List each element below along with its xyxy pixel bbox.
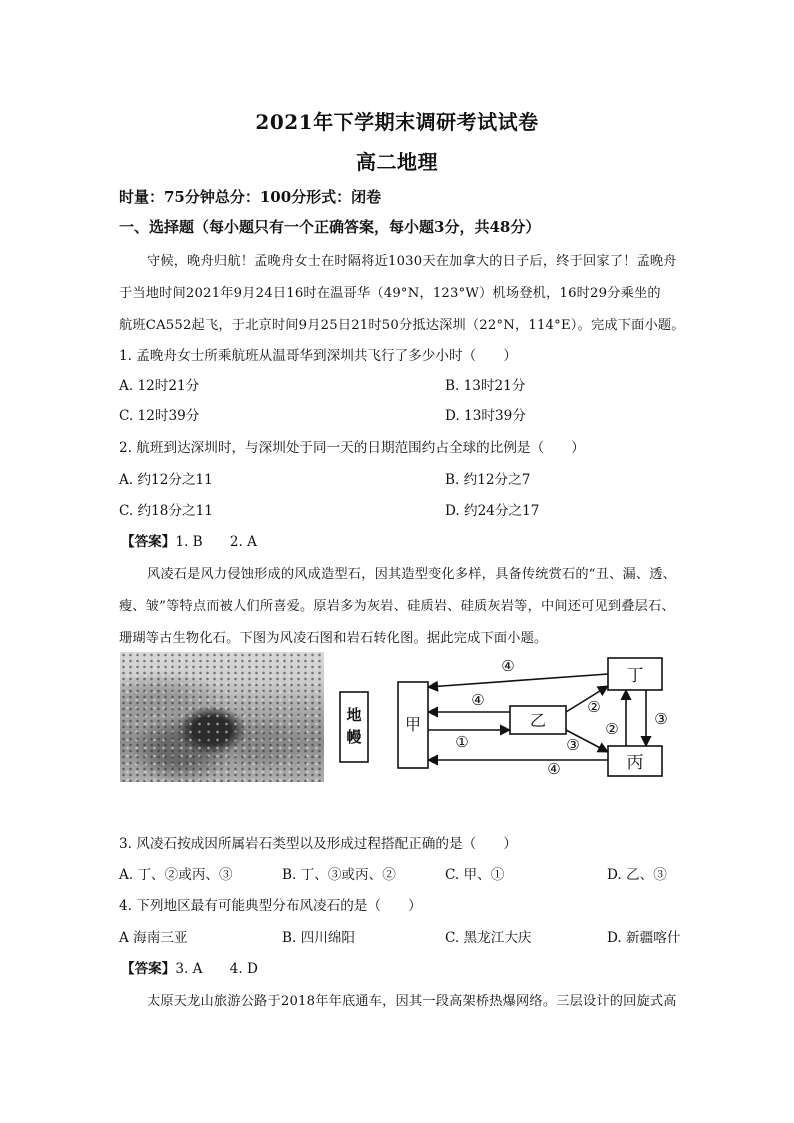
- q1-option-a: A. 12时21分: [119, 378, 200, 394]
- num-4-mid: ④: [471, 691, 485, 709]
- num-3-right: ③: [654, 710, 668, 728]
- question-4: 4. 下列地区最有可能典型分布风凌石的是（ ）: [119, 898, 422, 914]
- q2-option-d: D. 约24分之17: [445, 503, 540, 519]
- q3-option-c: C. 甲、①: [445, 867, 505, 883]
- question-2: 2. 航班到达深圳时，与深圳处于同一天的日期范围约占全球的比例是（ ）: [119, 440, 585, 456]
- q4-option-b: B. 四川绵阳: [282, 930, 356, 946]
- num-2-right: ②: [605, 720, 619, 738]
- num-1: ①: [455, 733, 469, 751]
- q1-option-d: D. 13时39分: [445, 408, 526, 424]
- mantle-box: [340, 692, 368, 762]
- answer-block-1: [121, 530, 257, 550]
- label-mantle-2: 幔: [346, 728, 362, 746]
- passage1-line1: 守候，晚舟归航！孟晚舟女士在时隔将近1030天在加拿大的日子后，终于回家了！孟晚舟: [147, 254, 677, 269]
- label-bing: 丙: [626, 753, 644, 773]
- answer-block-2: [121, 957, 258, 977]
- answer-text: 3. A 4. D: [175, 961, 258, 977]
- label-yi: 乙: [529, 711, 547, 730]
- q4-option-d: D. 新疆喀什: [607, 930, 681, 946]
- exam-meta: 时量：75分钟总分：100分形式：闭卷: [119, 188, 382, 206]
- label-jia: 甲: [404, 715, 422, 734]
- q1-option-b: B. 13时21分: [445, 378, 526, 394]
- num-3-left: ③: [566, 736, 580, 754]
- exam-subject: 高二地理: [356, 150, 438, 174]
- q1-option-c: C. 12时39分: [119, 408, 200, 424]
- wind-eroded-stone-photo: [120, 652, 324, 782]
- q3-option-a: A. 丁、②或丙、③: [119, 867, 233, 883]
- question-3: 3. 风凌石按成因所属岩石类型以及形成过程搭配正确的是（ ）: [119, 836, 517, 852]
- num-4-top: ④: [501, 657, 515, 675]
- section-heading: 一、选择题（每小题只有一个正确答案，每小题3分，共48分）: [119, 218, 541, 236]
- passage2-line1: 风凌石是风力侵蚀形成的风成造型石，因其造型变化多样，具备传统赏石的“丑、漏、透、: [147, 567, 677, 582]
- num-2-left: ②: [587, 698, 601, 716]
- passage2-line3: 珊瑚等古生物化石。下图为风凌石图和岩石转化图。据此完成下面小题。: [119, 631, 548, 646]
- q2-option-b: B. 约12分之7: [445, 472, 531, 488]
- answer-text: 1. B 2. A: [175, 534, 257, 550]
- num-4-bottom: ④: [547, 760, 561, 778]
- q2-option-c: C. 约18分之11: [119, 503, 213, 519]
- arrow-ding-to-jia: [428, 674, 608, 687]
- q4-option-a: A 海南三亚: [119, 930, 188, 946]
- label-ding: 丁: [626, 666, 644, 686]
- answer-label: 【答案】: [121, 534, 176, 550]
- exam-title: 2021年下学期末调研考试试卷: [255, 110, 539, 134]
- q4-option-c: C. 黑龙江大庆: [445, 930, 532, 946]
- label-mantle-1: 地: [346, 706, 362, 724]
- q3-option-d: D. 乙、③: [607, 867, 667, 883]
- passage2-line2: 瘦、皱”等特点而被人们所喜爱。原岩多为灰岩、硅质岩、硅质灰岩等，中间还可见到叠层石、: [119, 599, 675, 614]
- passage1-line3: 航班CA552起飞，于北京时间9月25日21时50分抵达深圳（22°N，114°E）。完成下面小题。: [119, 318, 685, 333]
- answer-label: 【答案】: [121, 961, 176, 977]
- question-1: 1. 孟晚舟女士所乘航班从温哥华到深圳共飞行了多少小时（ ）: [119, 348, 517, 364]
- q2-option-a: A. 约12分之11: [119, 472, 213, 488]
- rock-cycle-diagram: [336, 650, 676, 785]
- passage1-line2: 于当地时间2021年9月24日16时在温哥华（49°N，123°W）机场登机，16时29分乘坐的: [119, 286, 661, 301]
- passage3-line1: 太原天龙山旅游公路于2018年年底通车，因其一段高架桥热爆网络。三层设计的回旋式高: [147, 994, 677, 1009]
- q3-option-b: B. 丁、③或丙、②: [282, 867, 396, 883]
